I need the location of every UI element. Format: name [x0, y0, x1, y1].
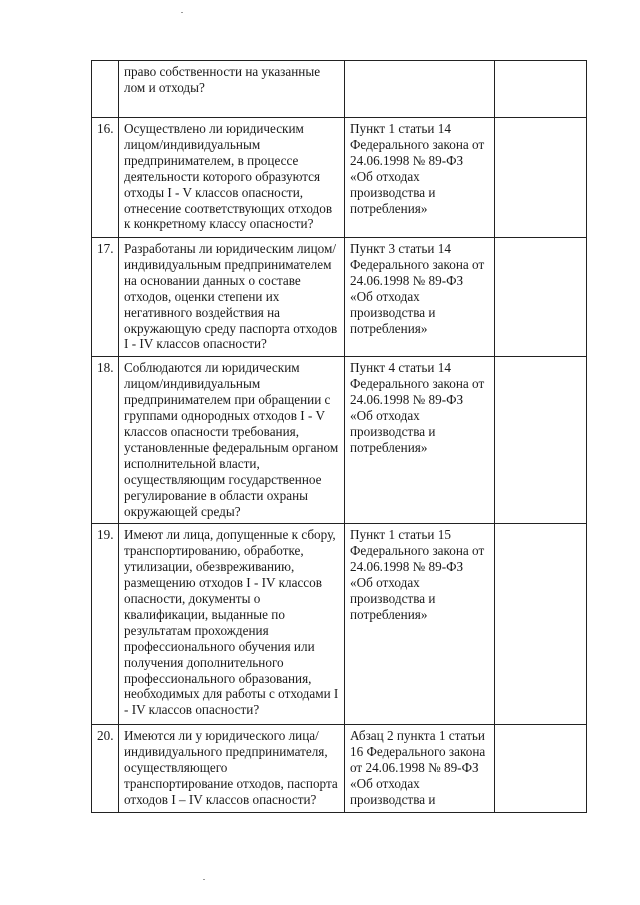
legal-reference-cell [345, 61, 495, 118]
answer-cell[interactable] [495, 524, 587, 725]
legal-reference-cell: Абзац 2 пункта 1 статьи 16 Федерального закона от 24.06.1998 № 89-ФЗ «Об отходах производства и [345, 725, 495, 813]
answer-cell[interactable] [495, 725, 587, 813]
legal-reference-cell: Пункт 1 статьи 14 Федерального закона от 24.06.1998 № 89-ФЗ «Об отходах производства и потребления» [345, 118, 495, 238]
question-cell: Соблюдаются ли юридическим лицом/индивидуальным предпринимателем при обращении с группами однородных отходов I - V классов опасности требования, установленные федеральным органом исполнительной власти, осуществляющим государственное регулирование в области охраны окружающей среды? [119, 357, 345, 524]
question-cell: Имеют ли лица, допущенные к сбору, транспортированию, обработке, утилизации, обезвреживанию, размещению отходов I - IV классов опасности, документы о квалификации, выданные по результатам прохождения профессионального обучения или получения дополнительного профессионального образования, необходимых для работы с отходами I - IV классов опасности? [119, 524, 345, 725]
question-cell: Разработаны ли юридическим лицом/индивидуальным предпринимателем на основании данных о составе отходов, оценки степени их негативного воздействия на окружающую среду паспорта отходов I - IV классов опасности? [119, 238, 345, 357]
row-number: 16. [92, 118, 119, 238]
row-number [92, 61, 119, 118]
answer-cell[interactable] [495, 238, 587, 357]
table-row [92, 61, 587, 118]
table-row [92, 524, 587, 725]
checklist-table [91, 60, 587, 813]
table-row [92, 238, 587, 357]
scan-speck [203, 879, 205, 880]
answer-cell[interactable] [495, 357, 587, 524]
row-number: 20. [92, 725, 119, 813]
question-cell: Имеются ли у юридического лица/индивидуального предпринимателя, осуществляющего транспортирование отходов, паспорта отходов I – IV классов опасности? [119, 725, 345, 813]
answer-cell[interactable] [495, 118, 587, 238]
question-cell: Осуществлено ли юридическим лицом/индивидуальным предпринимателем, в процессе деятельности которого образуются отходы I - V классов опасности, отнесение соответствующих отходов к конкретному классу опасности? [119, 118, 345, 238]
question-cell: право собственности на указанные лом и отходы? [119, 61, 345, 118]
scan-speck [181, 12, 183, 13]
table-row [92, 357, 587, 524]
row-number: 19. [92, 524, 119, 725]
row-number: 17. [92, 238, 119, 357]
row-number: 18. [92, 357, 119, 524]
legal-reference-cell: Пункт 1 статьи 15 Федерального закона от 24.06.1998 № 89-ФЗ «Об отходах производства и потребления» [345, 524, 495, 725]
table-row [92, 725, 587, 813]
table-row [92, 118, 587, 238]
legal-reference-cell: Пункт 3 статьи 14 Федерального закона от 24.06.1998 № 89-ФЗ «Об отходах производства и потребления» [345, 238, 495, 357]
legal-reference-cell: Пункт 4 статьи 14 Федерального закона от 24.06.1998 № 89-ФЗ «Об отходах производства и потребления» [345, 357, 495, 524]
answer-cell[interactable] [495, 61, 587, 118]
